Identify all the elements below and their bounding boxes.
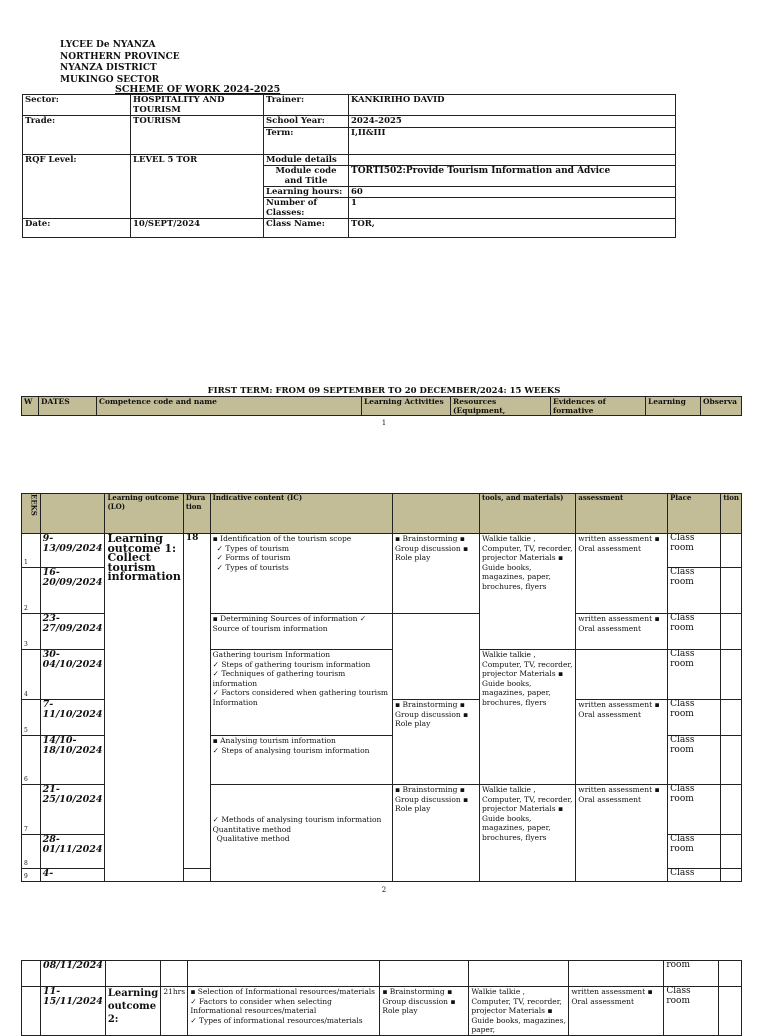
- observation: [721, 700, 742, 736]
- school-name: LYCEE De NYANZA: [60, 40, 156, 50]
- week-number: 9: [22, 869, 41, 882]
- ic-scope-item: ✓ Forms of tourism: [216, 553, 291, 562]
- observation: [719, 961, 742, 987]
- class-label: Class Name:: [264, 219, 349, 238]
- module-code-label: Module code and Title: [264, 166, 349, 187]
- strip-learning: Learning: [646, 397, 701, 416]
- ic-scope-item: ✓ Types of tourists: [216, 562, 289, 572]
- ic-analyse-title: ▪ Analysing tourism information: [212, 736, 336, 745]
- week-number: 1: [22, 534, 41, 568]
- scheme-table-continued: [21, 960, 742, 1036]
- assessment-header: assessment: [576, 494, 668, 534]
- learning-activities: ▪ Brainstorming ▪ Group discussion ▪ Role play: [380, 987, 469, 1036]
- classes-label: Number of Classes:: [264, 198, 349, 219]
- ic-selection: [188, 987, 380, 1036]
- duration-cell: [183, 869, 210, 882]
- assessment: written assessment ▪ Oral assessment: [576, 700, 668, 785]
- module-details-label: Module details: [264, 155, 349, 166]
- week-date: 30-04/10/2024: [40, 650, 105, 700]
- activities-header: [393, 494, 480, 534]
- scheme-table: [21, 493, 742, 882]
- week-date: 21-25/10/2024: [40, 785, 105, 835]
- ic-cell: [188, 961, 380, 987]
- lo1-duration: 18: [183, 534, 210, 869]
- page-number: 1: [381, 419, 387, 427]
- assessment: written assessment ▪ Oral assessment: [576, 614, 668, 650]
- strip-dates: DATES: [39, 397, 97, 416]
- learning-outcome-1: Learning outcome 1: Collect tourism information: [105, 534, 183, 882]
- observation: [721, 785, 742, 835]
- lo-cell: [105, 961, 160, 987]
- observation: [721, 835, 742, 869]
- ic-methods-title: ✓ Methods of analysing tourism information: [212, 815, 382, 824]
- week-date: 14/10-18/10/2024: [40, 736, 105, 785]
- resources: [469, 961, 569, 987]
- place: Class room: [668, 736, 721, 785]
- place: Class room: [664, 987, 719, 1036]
- resources: Walkie talkie , Computer, TV, recorder, projector Materials ▪ Guide books, magazines, paper, brochures, flyers: [479, 650, 575, 785]
- trade-value: TOURISM: [131, 116, 264, 155]
- place: Class room: [668, 700, 721, 736]
- resources: Walkie talkie , Computer, TV, recorder, projector Materials ▪ Guide books, magazines, paper, brochures, flyers: [479, 785, 575, 882]
- column-header-strip: [21, 396, 742, 416]
- strip-observa: Observa: [701, 397, 742, 416]
- date-value: 10/SEPT/2024: [131, 219, 264, 238]
- assessment: written assessment ▪ Oral assessment: [576, 534, 668, 614]
- learning-activities: ▪ Brainstorming ▪ Group discussion ▪ Role play: [393, 534, 480, 614]
- ic-selection-item: ✓ Factors to consider when selecting Informational resources/material: [190, 996, 332, 1015]
- observation: [721, 568, 742, 614]
- place: room: [664, 961, 719, 987]
- week-number: 5: [22, 700, 41, 736]
- observation: [721, 736, 742, 785]
- ic-sources: ▪ Determining Sources of information ✓ Source of tourism information: [210, 614, 392, 650]
- sector-label: Sector:: [23, 95, 131, 116]
- learning-activities: [393, 614, 480, 700]
- sector-name: MUKINGO SECTOR: [60, 74, 160, 85]
- assessment: [576, 650, 668, 700]
- observation: [721, 614, 742, 650]
- strip-evidence: Evidences of formative: [551, 397, 646, 416]
- assessment: [569, 961, 664, 987]
- place: Class room: [668, 650, 721, 700]
- week-number: 8: [22, 835, 41, 869]
- ic-analyse-item: ✓ Steps of analysing tourism information: [212, 745, 370, 755]
- page-number: 2: [381, 886, 387, 894]
- week-date: 08/11/2024: [41, 961, 106, 987]
- lo-header: Learning outcome (LO): [105, 494, 183, 534]
- place: Class room: [668, 534, 721, 568]
- trade-label: Trade:: [23, 116, 131, 155]
- ic-scope-title: ▪ Identification of the tourism scope: [212, 534, 352, 543]
- week-date: 9-13/09/2024: [40, 534, 105, 568]
- class-value: TOR,: [349, 219, 676, 238]
- trainer-label: Trainer:: [264, 95, 349, 116]
- term-label: Term:: [264, 128, 349, 155]
- place: Class room: [668, 785, 721, 835]
- learning-activities: ▪ Brainstorming ▪ Group discussion ▪ Role play: [393, 785, 480, 882]
- assessment: written assessment ▪ Oral assessment: [576, 785, 668, 882]
- ic-selection-item: ✓ Types of informational resources/materials: [190, 1015, 363, 1025]
- week-date: 4-: [40, 869, 105, 882]
- rqf-value: LEVEL 5 TOR: [131, 155, 264, 219]
- duration-cell: [161, 961, 188, 987]
- week-number: [22, 987, 41, 1036]
- observation: [721, 534, 742, 568]
- observation: [721, 869, 742, 882]
- classes-value: 1: [349, 198, 676, 219]
- observation: [721, 650, 742, 700]
- week-number: 2: [22, 568, 41, 614]
- ic-gather-item: ✓ Techniques of gathering tourism information: [212, 669, 346, 688]
- strip-w: W: [22, 397, 39, 416]
- dates-header: [40, 494, 105, 534]
- week-date: 23-27/09/2024: [40, 614, 105, 650]
- observation-header: tion: [721, 494, 742, 534]
- ic-analysing: [210, 736, 392, 785]
- province: NORTHERN PROVINCE: [60, 51, 180, 62]
- module-info-table: [22, 94, 676, 238]
- ic-gather-item: ✓ Factors considered when gathering tourism Information: [212, 688, 389, 707]
- week-number: 4: [22, 650, 41, 700]
- week-date: 11-15/11/2024: [41, 987, 106, 1036]
- date-label: Date:: [23, 219, 131, 238]
- ic-methods-item: Qualitative method: [216, 834, 290, 843]
- resources: Walkie talkie , Computer, TV, recorder, projector Materials ▪ Guide books, magazines, paper, brochures, flyers: [479, 534, 575, 650]
- trainer-value: KANKIRIHO DAVID: [349, 95, 676, 116]
- learning-activities: ▪ Brainstorming ▪ Group discussion ▪ Role play: [393, 700, 480, 785]
- ic-methods-item: Quantitative method: [212, 824, 292, 834]
- week-number: 7: [22, 785, 41, 835]
- week-number: 6: [22, 736, 41, 785]
- ic-methods: [210, 785, 392, 882]
- place: Class: [668, 869, 721, 882]
- place: Class room: [668, 835, 721, 869]
- observation: [719, 987, 742, 1036]
- document-title: SCHEME OF WORK 2024-2025: [115, 84, 281, 95]
- ic-selection-title: ▪ Selection of Informational resources/materials: [190, 987, 376, 996]
- resources: Walkie talkie , Computer, TV, recorder, projector Materials ▪ Guide books, magazines, paper,: [469, 987, 569, 1036]
- ic-gather-title: Gathering tourism Information: [212, 650, 331, 659]
- hours-label: Learning hours:: [264, 187, 349, 198]
- place-header: Place: [668, 494, 721, 534]
- assessment: written assessment ▪ Oral assessment: [569, 987, 664, 1036]
- term-value: I,II&III: [349, 128, 676, 155]
- week-date: 28-01/11/2024: [40, 835, 105, 869]
- sector-value: HOSPITALITY AND TOURISM: [131, 95, 264, 116]
- resources-header: tools, and materials): [479, 494, 575, 534]
- learning-outcome-2: Learning outcome 2:: [105, 987, 160, 1036]
- place: Class room: [668, 568, 721, 614]
- ic-gather-item: ✓ Steps of gathering tourism information: [212, 659, 371, 669]
- first-term-heading: FIRST TERM: FROM 09 SEPTEMBER TO 20 DECEMBER/2024: 15 WEEKS: [207, 386, 561, 396]
- year-value: 2024-2025: [349, 116, 676, 128]
- week-date: 16-20/09/2024: [40, 568, 105, 614]
- week-number: [22, 961, 41, 987]
- school-header: [60, 40, 180, 86]
- weeks-header: EEKS: [22, 494, 41, 534]
- place: Class room: [668, 614, 721, 650]
- ic-tourism-scope: [210, 534, 392, 614]
- ic-header: Indicative content (IC): [210, 494, 392, 534]
- ic-gathering: [210, 650, 392, 736]
- strip-competence: Competence code and name: [97, 397, 362, 416]
- year-label: School Year:: [264, 116, 349, 128]
- duration-header: Dura tion: [183, 494, 210, 534]
- district: NYANZA DISTRICT: [60, 63, 157, 73]
- module-code-value: TORTI502:Provide Tourism Information and Advice: [349, 166, 676, 187]
- week-date: 7-11/10/2024: [40, 700, 105, 736]
- learning-activities: [380, 961, 469, 987]
- module-details-value: [349, 155, 676, 166]
- strip-resources: Resources (Equipment,: [451, 397, 551, 416]
- ic-scope-item: ✓ Types of tourism: [216, 543, 290, 553]
- week-number: 3: [22, 614, 41, 650]
- rqf-label: RQF Level:: [23, 155, 131, 219]
- lo2-duration: 21hrs: [161, 987, 188, 1036]
- strip-activities: Learning Activities: [362, 397, 451, 416]
- hours-value: 60: [349, 187, 676, 198]
